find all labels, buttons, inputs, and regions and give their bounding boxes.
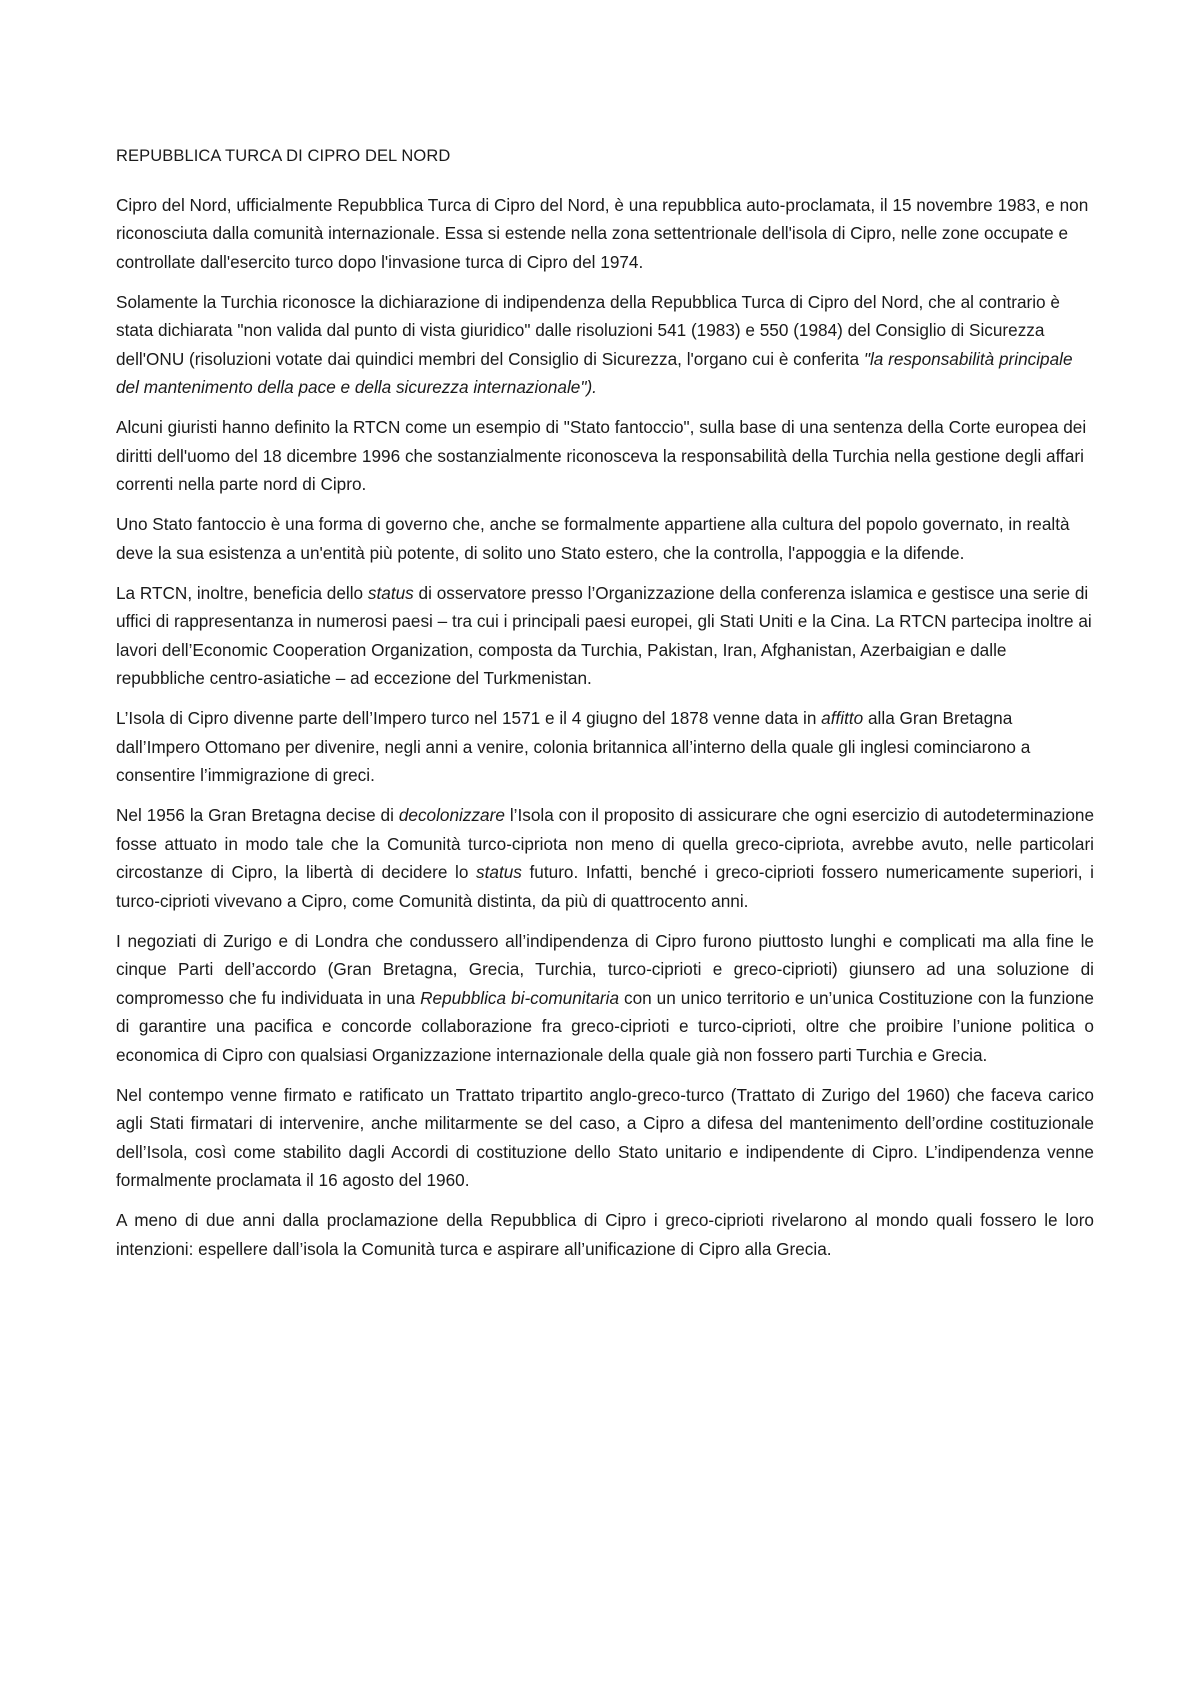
paragraph-2-text: Solamente la Turchia riconosce la dichiarazione di indipendenza della Repubblica Turca di Cipro del Nord, che al contrario è stata dichiarata "non valida dal punto di vista giuridico" dalle risoluzioni 541 (1983) e 550 (1984) del Consiglio di Sicurezza dell'ONU (risoluzioni votate dai quindici membri del Consiglio di Sicurezza, l'organo cui è conferita [116, 291, 1060, 369]
document-title: REPUBBLICA TURCA DI CIPRO DEL NORD [116, 147, 451, 165]
paragraph-6 [116, 704, 1094, 790]
paragraph-2-quote: "la responsabilità principale del mantenimento della pace e della sicurezza internazionale"). [116, 348, 1073, 397]
paragraph-10: A meno di due anni dalla proclamazione della Repubblica di Cipro i greco-ciprioti rivelarono al mondo quali fossero le loro intenzioni: espellere dall’isola la Comunità turca e aspirare all’unificazione di Cipro alla Grecia. [116, 1210, 1094, 1259]
paragraph-2 [116, 288, 1094, 402]
paragraph-9: Nel contempo venne firmato e ratificato un Trattato tripartito anglo-greco-turco (Trattato di Zurigo del 1960) che faceva carico agli Stati firmatari di intervenire, anche militarmente se del caso, a Cipro a difesa del mantenimento dell’ordine costituzionale dell’Isola, così come stabilito dagli Accordi di costituzione dello Stato unitario e indipendente di Cipro. L’indipendenza venne formalmente proclamata il 16 agosto del 1960. [116, 1084, 1094, 1190]
paragraph-8-italic: Repubblica bi-comunitaria [420, 987, 620, 1008]
paragraph-4: Uno Stato fantoccio è una forma di governo che, anche se formalmente appartiene alla cultura del popolo governato, in realtà deve la sua esistenza a un'entità più potente, di solito uno Stato estero, che la controlla, l'appoggia e la difende. [116, 514, 1070, 563]
paragraph-7-text-a: Nel 1956 la Gran Bretagna decise di [116, 805, 399, 825]
paragraph-6-text-a: L’Isola di Cipro divenne parte dell’Impero turco nel 1571 e il 4 giugno del 1878 venne data in [116, 708, 822, 728]
paragraph-5-text-b: di osservatore presso l’Organizzazione della conferenza islamica e gestisce una serie di uffici di rappresentanza in numerosi paesi – tra cui i principali paesi europei, gli Stati Uniti e la Cina. La RTCN partecipa inoltre ai lavori dell’Economic Cooperation Organization, composta da Turchia, Pakistan, Iran, Afghanistan, Azerbaigian e dalle repubbliche centro-asiatiche – ad eccezione del Turkmenistan. [116, 582, 1092, 688]
paragraph-8 [116, 927, 1094, 1070]
paragraph-7-italic-1: decolonizzare [398, 805, 505, 825]
paragraph-7 [116, 801, 1094, 915]
paragraph-5 [116, 579, 1094, 693]
paragraph-5-text-a: La RTCN, inoltre, beneficia dello [116, 582, 368, 603]
document-page [116, 142, 1094, 1275]
paragraph-6-italic: affitto [821, 708, 864, 728]
paragraph-6-text-b: alla Gran Bretagna dall’Impero Ottomano per divenire, negli anni a venire, colonia britannica all’interno della quale gli inglesi cominciarono a consentire l’immigrazione di greci. [116, 708, 1031, 785]
paragraph-8-text-a: I negoziati di Zurigo e di Londra che condussero all’indipendenza di Cipro furono piuttosto lunghi e complicati ma alla fine le cinque Parti dell’accordo (Gran Bretagna, Grecia, Turchia, turco-ciprioti e greco-ciprioti) giunsero ad una soluzione di compromesso che fu individuata in una [116, 930, 1094, 1008]
paragraph-1: Cipro del Nord, ufficialmente Repubblica Turca di Cipro del Nord, è una repubblica auto-proclamata, il 15 novembre 1983, e non riconosciuta dalla comunità internazionale. Essa si estende nella zona settentrionale dell'isola di Cipro, nelle zone occupate e controllate dall'esercito turco dopo l'invasione turca di Cipro del 1974. [116, 194, 1089, 272]
paragraph-7-text-c: futuro. Infatti, benché i greco-ciprioti fossero numericamente superiori, i turco-ciprioti vivevano a Cipro, come Comunità distinta, da più di quattrocento anni. [116, 862, 1094, 911]
paragraph-3: Alcuni giuristi hanno definito la RTCN come un esempio di "Stato fantoccio", sulla base di una sentenza della Corte europea dei diritti dell'uomo del 18 dicembre 1996 che sostanzialmente riconosceva la responsabilità della Turchia nella gestione degli affari correnti nella parte nord di Cipro. [116, 417, 1087, 494]
paragraph-5-italic: status [367, 582, 414, 603]
paragraph-8-text-b: con un unico territorio e un’unica Costituzione con la funzione di garantire una pacifica e concorde collaborazione fra greco-ciprioti e turco-ciprioti, oltre che proibire l’unione politica o economica di Cipro con qualsiasi Organizzazione internazionale della quale già non fossero parti Turchia e Grecia. [116, 987, 1094, 1065]
paragraph-7-italic-2: status [476, 862, 522, 882]
paragraph-7-text-b: l’Isola con il proposito di assicurare che ogni esercizio di autodeterminazione fosse attuato in modo tale che la Comunità turco-cipriota non meno di quella greco-cipriota, avrebbe avuto, nelle particolari circostanze di Cipro, la libertà di decidere lo [116, 805, 1094, 882]
